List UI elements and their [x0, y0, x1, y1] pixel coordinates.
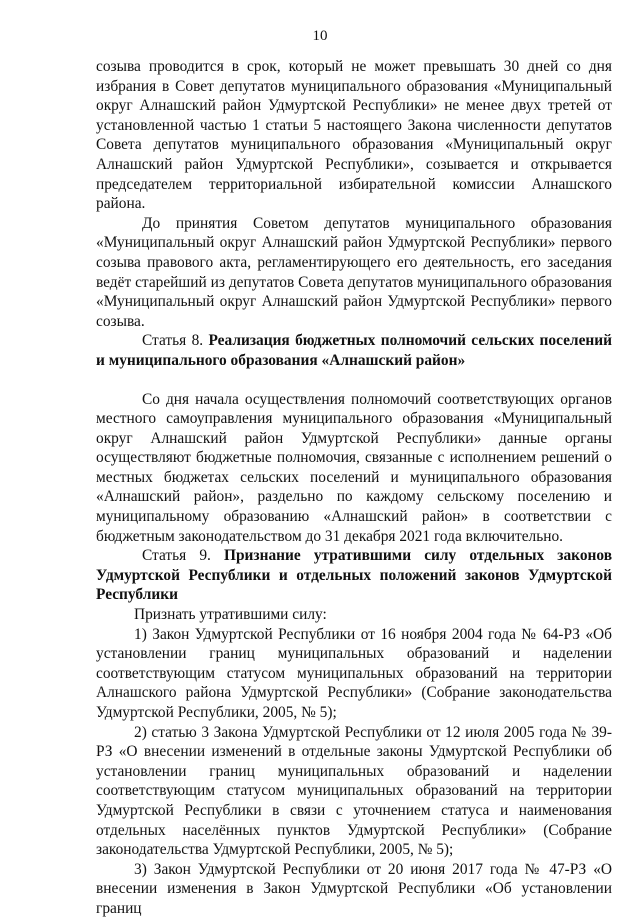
article-8-number: Статья 8. [142, 332, 204, 350]
list-item-1: 1) Закон Удмуртской Республики от 16 ноября 2004 года № 64-РЗ «Об установлении границ муниципальных образований и наделении соответствующим статусом муниципальных образований на территории Алнашского района Удмуртской Республики» (Собрание законодательства Удмуртской Республики, 2005, № 5); [96, 625, 612, 721]
list-item-2: 2) статью 3 Закона Удмуртской Республики от 12 июля 2005 года № 39-РЗ «О внесении изменений в отдельные законы Удмуртской Республики об установлении границ муниципальных образований и наделении соответствующим статусом муниципальных образований на территории Удмуртской Республики в связи с уточнением статуса и наименования отдельных населённых пунктов Удмуртской Республики» (Собрание законодательства Удмуртской Республики, 2005, № 5); [96, 723, 612, 859]
article-9-heading [96, 546, 612, 605]
document-body [96, 57, 612, 919]
article-9-title: Признание утратившими силу отдельных законов Удмуртской Республики и отдельных положений законов Удмуртской Республики [96, 547, 613, 604]
continuation-paragraph: созыва проводится в срок, который не может превышать 30 дней со дня избрания в Совет депутатов муниципального образования «Муниципальный округ Алнашский район Удмуртской Республики» не менее двух третей от установленной частью 1 статьи 5 настоящего Закона численности депутатов Совета депутатов муниципального образования «Муниципальный округ Алнашский район Удмуртской Республики», созывается и открывается председателем территориальной избирательной комиссии Алнашского района. [96, 58, 612, 213]
article-8-heading [96, 331, 612, 370]
article-8-body: Со дня начала осуществления полномочий соответствующих органов местного самоуправления муниципального образования «Муниципальный округ Алнашский район Удмуртской Республики» данные органы осуществляют бюджетные полномочия, связанные с исполнением решений о местных бюджетах сельских поселений и муниципального образования «Алнашский район», раздельно по каждому сельскому поселению и муниципальному образованию «Алнашский район» в соответствии с бюджетным законодательством до 31 декабря 2021 года включительно. [96, 390, 612, 545]
article-8-title: Реализация бюджетных полномочий сельских поселений и муниципального образования «Алнашский район» [96, 332, 612, 369]
article-9-number: Статья 9. [142, 547, 211, 565]
page-number: 10 [312, 28, 328, 44]
article-9-lead: Признать утратившими силу: [134, 606, 327, 624]
paragraph-first-session-chair: До принятия Советом депутатов муниципального образования «Муниципальный округ Алнашский район Удмуртской Республики» первого созыва правового акта, регламентирующего его деятельность, его заседания ведёт старейший из депутатов Совета депутатов муниципального образования «Муниципальный округ Алнашский район Удмуртской Республики» первого созыва. [96, 214, 612, 330]
list-item-3: 3) Закон Удмуртской Республики от 20 июня 2017 года № 47-РЗ «О внесении изменения в Закон Удмуртской Республики «Об установлении границ [96, 860, 612, 917]
